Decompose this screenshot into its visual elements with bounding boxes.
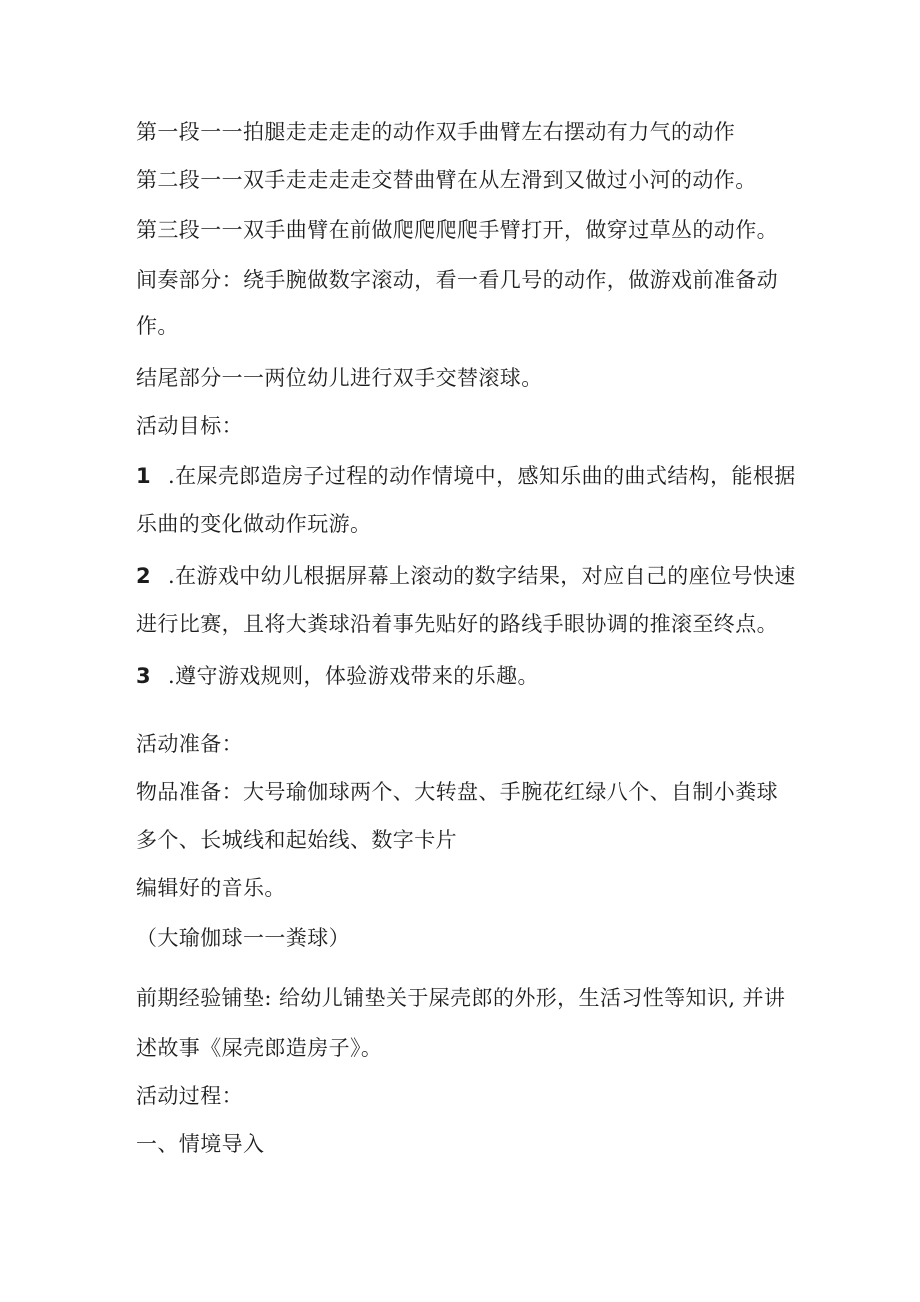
goal-1-line-1 (136, 462, 796, 490)
goal-number: 3 (136, 664, 152, 688)
intro-line-5: 作。 (136, 314, 179, 338)
goal-2-line-1 (136, 562, 796, 590)
goal-3-line-1 (136, 662, 539, 690)
experience-line-2: 述故事《屎壳郎造房子》。 (136, 1036, 383, 1060)
goal-text: .在屎壳郎造房子过程的动作情境中，感知乐曲的曲式结构，能根据 (168, 464, 796, 488)
intro-line-2: 第二段一一双手走走走走交替曲臂在从左滑到又做过小河的动作。 (136, 168, 757, 192)
goal-text: .在游戏中幼儿根据屏幕上滚动的数字结果，对应自己的座位号快速 (168, 564, 796, 588)
process-heading: 活动过程： (136, 1084, 243, 1108)
intro-line-6: 结尾部分一一两位幼儿进行双手交替滚球。 (136, 366, 543, 390)
intro-line-1: 第一段一一拍腿走走走走的动作双手曲臂左右摆动有力气的动作 (136, 120, 736, 144)
goal-text: .遵守游戏规则，体验游戏带来的乐趣。 (168, 664, 539, 688)
prep-line-1: 物品准备：大号瑜伽球两个、大转盘、手腕花红绿八个、自制小粪球 (136, 780, 778, 804)
goal-number: 1 (136, 464, 152, 488)
prep-heading: 活动准备： (136, 732, 243, 756)
intro-line-3: 第三段一一双手曲臂在前做爬爬爬爬手臂打开，做穿过草丛的动作。 (136, 218, 778, 242)
experience-line-1: 前期经验铺垫: 给幼儿铺垫关于屎壳郎的外形，生活习性等知识, 并讲 (136, 986, 786, 1010)
prep-line-2: 多个、长城线和起始线、数字卡片 (136, 828, 457, 852)
goal-1-line-2: 乐曲的变化做动作玩游。 (136, 512, 372, 536)
section-one-heading: 一、情境导入 (136, 1132, 265, 1156)
intro-line-4: 间奏部分：绕手腕做数字滚动，看一看几号的动作，做游戏前准备动 (136, 268, 778, 292)
prep-line-3: 编辑好的音乐。 (136, 876, 286, 900)
goal-number: 2 (136, 564, 152, 588)
goals-heading: 活动目标： (136, 414, 243, 438)
goal-2-line-2: 进行比赛，且将大粪球沿着事先贴好的路线手眼协调的推滚至终点。 (136, 612, 778, 636)
prep-line-4: （大瑜伽球一一粪球） (136, 926, 350, 950)
